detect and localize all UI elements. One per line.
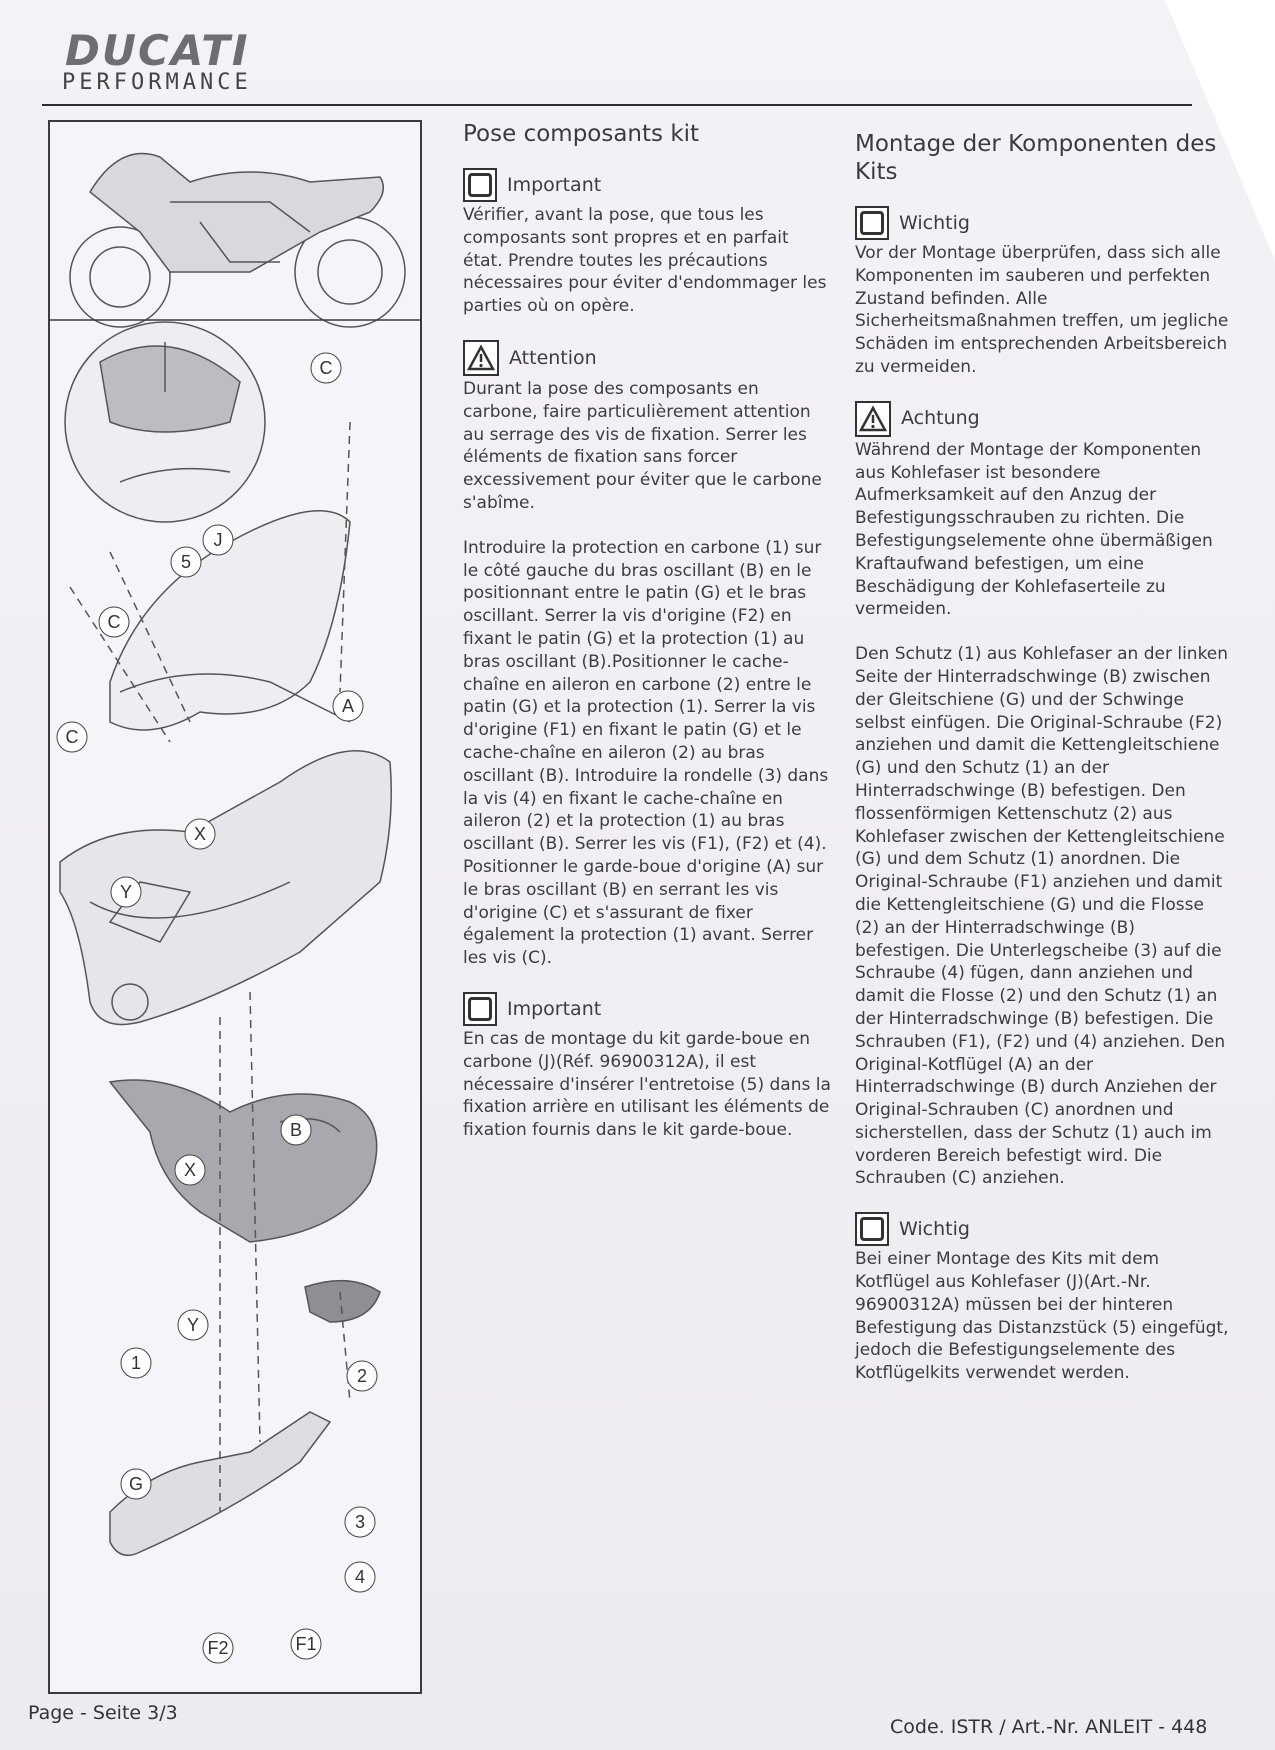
callout-4: 4: [354, 1567, 366, 1587]
fr-attention: [463, 340, 833, 515]
de-title: Montage der Komponenten des Kits: [855, 131, 1217, 185]
callout-c-1: C: [319, 358, 333, 378]
header-rule: [42, 104, 1192, 106]
fr-important-1-text: Vérifier, avant la pose, que tous les composants sont propres et en parfait état. Prendre toutes les précautions nécessaires pour éviter d'endommager les parties où on opère.: [463, 205, 827, 317]
de-achtung-label: Achtung: [901, 407, 980, 430]
page-number: Page - Seite 3/3: [28, 1702, 178, 1724]
fr-important-1-label: Important: [507, 173, 602, 196]
french-column: [463, 120, 833, 1164]
fr-important-1: [463, 168, 833, 318]
de-achtung-text: Während der Montage der Komponenten aus Kohlefaser ist besondere Aufmerksamkeit auf den Anzug der Befestigungsschrauben zu richten. Die Befestigungselemente ohne übermäßigen Kraftaufwand befestigen, um eine Beschädigung der Kohlefaserteile zu vermeiden.: [855, 439, 1213, 620]
important-icon: [463, 168, 497, 202]
callout-x-2: X: [183, 1160, 197, 1180]
carbon-protection-part: [110, 1080, 377, 1242]
callout-c-2: C: [107, 612, 121, 632]
callout-f2: F2: [207, 1638, 229, 1658]
callout-2: 2: [356, 1366, 368, 1386]
callout-5: 5: [180, 552, 192, 572]
callout-1: 1: [130, 1353, 142, 1373]
warning-icon: [855, 401, 891, 437]
important-icon: [855, 206, 889, 240]
callout-y-2: Y: [186, 1315, 200, 1335]
callout-b: B: [289, 1120, 303, 1140]
fr-important-2-label: Important: [507, 997, 602, 1020]
callout-f1: F1: [295, 1634, 317, 1654]
fr-body-text: Introduire la protection en carbone (1) sur le côté gauche du bras oscillant (B) en le positionnant entre le patin (G) et le bras oscillant. Serrer la vis d'origine (F2) en fixant le patin (G) et la protection (1) au bras oscillant (B).Positionner le cache-chaîne en aileron en carbone (2) entre le patin (G) et la protection (1). Serrer la vis d'origine (F1) en fixant le patin (G) et le cache-chaîne en aileron (2) au bras oscillant (B). Introduire la rondelle (3) dans la vis (4) en fixant le cache-chaîne en aileron (2) et la protection (1) au bras oscillant (B). Serrer les vis (F1), (F2) et (4). Positionner le garde-boue d'origine (A) sur le bras oscillant (B) en serrant les vis d'origine (C) et s'assurant de fixer également la protection (1) avant. Serrer les vis (C).: [463, 537, 829, 969]
de-wichtig-1: [855, 206, 1230, 379]
important-icon: [855, 1212, 889, 1246]
de-body-text: Den Schutz (1) aus Kohlefaser an der linken Seite der Hinterradschwinge (B) zwischen der Gleitschiene (G) und der Schwinge selbst einfügen. Die Original-Schraube (F2) anziehen und damit die Kettengleitschiene (G) und den Schutz (1) an der Hinterradschwinge (B) befestigen. Den flossenförmigen Kettenschutz (2) aus Kohlefaser zwischen der Kettengleitschiene (G) und dem Schutz (1) anordnen. Die Original-Schraube (F1) anziehen und damit die Kettengleitschiene (G) und die Flosse (2) an der Hinterradschwinge (B) befestigen. Die Unterlegscheibe (3) auf die Schraube (4) fügen, dann anziehen und damit die Flosse (2) und den Schutz (1) an der Hinterradschwinge (B) befestigen. Die Schrauben (F1), (F2) und (4) anziehen. Den Original-Kotflügel (A) an der Hinterradschwinge (B) durch Anziehen der Original-Schrauben (C) anordnen und sicherstellen, dass der Schutz (1) auch im vorderen Bereich befestigt wird. Die Schrauben (C) anziehen.: [855, 644, 1229, 1189]
de-wichtig-2-text: Bei einer Montage des Kits mit dem Kotflügel aus Kohlefaser (J)(Art.-Nr. 96900312A) müssen bei der hinteren Befestigung das Distanzstück (5) eingefügt, jedoch die Befestigungselemente des Kotflügelkits verwendet werden.: [855, 1249, 1229, 1384]
detail-inset: [65, 322, 265, 522]
german-column: [855, 130, 1230, 1407]
de-achtung: [855, 401, 1230, 621]
callout-x-1: X: [193, 824, 207, 844]
de-wichtig-2: [855, 1212, 1230, 1385]
de-wichtig-2-label: Wichtig: [899, 1217, 970, 1240]
fr-important-2-text: En cas de montage du kit garde-boue en carbone (J)(Réf. 96900312A), il est nécessaire d'insérer l'entretoise (5) dans la fixation arrière en utilisant les éléments de fixation fournis dans le kit garde-boue.: [463, 1028, 831, 1141]
callout-j: J: [213, 530, 223, 550]
fr-title: Pose composants kit: [463, 121, 700, 147]
document-code: Code. ISTR / Art.-Nr. ANLEIT - 448: [890, 1716, 1208, 1738]
motorcycle-illustration: [70, 154, 405, 327]
callout-a: A: [341, 696, 355, 716]
swingarm-part: [60, 751, 391, 1025]
figure-drawing: [50, 122, 420, 1692]
brand-sublogo: PERFORMANCE: [62, 70, 252, 95]
brand-logo: DUCATI: [65, 26, 250, 75]
fr-important-2: [463, 992, 833, 1142]
important-icon: [463, 992, 497, 1026]
de-wichtig-1-text: Vor der Montage überprüfen, dass sich alle Komponenten im sauberen und perfekten Zustand befinden. Alle Sicherheitsmaßnahmen treffen, um jegliche Schäden im entsprechenden Arbeitsbereich zu vermeiden.: [855, 243, 1229, 377]
callout-y-1: Y: [119, 882, 133, 902]
fr-attention-label: Attention: [509, 346, 597, 369]
callout-3: 3: [354, 1512, 366, 1532]
warning-icon: [463, 340, 499, 376]
chain-guard-fin-part: [305, 1281, 380, 1322]
exploded-view-figure: [48, 120, 422, 1694]
callout-g: G: [128, 1474, 144, 1494]
de-wichtig-1-label: Wichtig: [899, 211, 970, 234]
callout-c-3: C: [65, 727, 79, 747]
page-header: [60, 20, 1210, 110]
fr-attention-text: Durant la pose des composants en carbone, faire particulièrement attention au serrage des vis de fixation. Serrer les éléments de fixation sans forcer excessivement pour éviter que le carbone s'abîme.: [463, 378, 822, 513]
